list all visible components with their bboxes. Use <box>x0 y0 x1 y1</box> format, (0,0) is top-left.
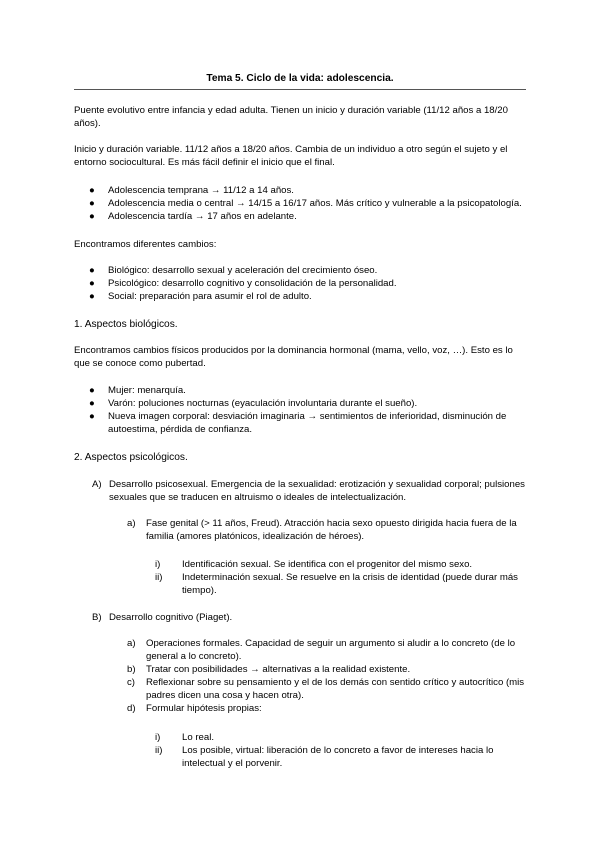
intro-text: Puente evolutivo entre infancia y edad adulta. Tienen un inicio y duración variable (11/12 años a 18/20 años). <box>74 105 508 129</box>
bullet-icon: ● <box>89 398 95 409</box>
list-item: ● Social: preparación para asumir el rol de adulto. <box>89 291 312 302</box>
list-item: d) Formular hipótesis propias: <box>127 703 262 714</box>
list-marker: b) <box>127 664 136 675</box>
section-1-paragraph: Encontramos cambios físicos producidos por la dominancia hormonal (mama, vello, voz, …). Esto es lo que se conoce como pubertad. <box>74 345 513 369</box>
list-item: ii) Los posible, virtual: liberación de lo concreto a favor de intereses hacia lo intelectual y el porvenir. <box>155 745 494 769</box>
title-divider <box>74 89 526 90</box>
list-marker: a) <box>127 638 136 649</box>
list-item: ● Psicológico: desarrollo cognitivo y consolidación de la personalidad. <box>89 278 397 289</box>
list-item: i) Lo real. <box>155 732 214 743</box>
list-marker: A) <box>92 479 102 490</box>
list-item: a) Operaciones formales. Capacidad de seguir un argumento si aludir a lo concreto (de lo general a lo concreto). <box>127 638 516 662</box>
bullet-icon: ● <box>89 211 95 222</box>
list-marker: ii) <box>155 572 163 583</box>
subsection-b-roman-list <box>155 731 526 770</box>
list-item: ● Mujer: menarquía. <box>89 385 186 396</box>
list-marker: ii) <box>155 745 163 756</box>
bullet-icon: ● <box>89 291 95 302</box>
cambios-intro: Encontramos diferentes cambios: <box>74 239 217 250</box>
list-marker: d) <box>127 703 136 714</box>
bullet-icon: ● <box>89 385 95 396</box>
list-item: A) Desarrollo psicosexual. Emergencia de la sexualidad: erotización y sexualidad corporal; pulsiones sexuales que se traducen en altruismo o ideales de intelectualización. <box>92 479 525 503</box>
subsection-a-list <box>127 517 526 543</box>
section-2-list-A <box>92 478 526 504</box>
bullet-icon: ● <box>89 411 95 422</box>
list-marker: i) <box>155 559 161 570</box>
cambios-list <box>89 264 529 303</box>
list-item: B) Desarrollo cognitivo (Piaget). <box>92 612 233 623</box>
section-1-list <box>89 384 529 436</box>
list-item: ● Nueva imagen corporal: desviación imaginaria → sentimientos de inferioridad, disminución de autoestima, pérdida de confianza. <box>89 411 507 435</box>
intro-paragraph <box>74 104 526 130</box>
list-marker: B) <box>92 612 102 623</box>
bullet-icon: ● <box>89 278 95 289</box>
list-item: c) Reflexionar sobre su pensamiento y el de los demás con sentido crítico y autocrítico (mis padres dicen una cosa y hacen otra). <box>127 677 525 701</box>
etapas-list <box>89 184 529 223</box>
list-marker: c) <box>127 677 135 688</box>
section-1-heading: 1. Aspectos biológicos. <box>74 319 178 330</box>
list-item: a) Fase genital (> 11 años, Freud). Atracción hacia sexo opuesto dirigida hacia fuera de la familia (amores platónicos, idealización de héroes). <box>127 518 517 542</box>
section-2-list-B <box>92 611 526 624</box>
list-item: ● Adolescencia tardía → 17 años en adelante. <box>89 211 297 222</box>
list-item: ii) Indeterminación sexual. Se resuelve en la crisis de identidad (puede durar más tiempo). <box>155 572 518 596</box>
list-item: ● Biológico: desarrollo sexual y aceleración del crecimiento óseo. <box>89 265 378 276</box>
list-item: ● Adolescencia temprana → 11/12 a 14 años. <box>89 185 294 196</box>
page-title: Tema 5. Ciclo de la vida: adolescencia. <box>206 73 394 84</box>
list-item: ● Varón: poluciones nocturnas (eyaculación involuntaria durante el sueño). <box>89 398 418 409</box>
subsection-roman-list <box>155 558 526 597</box>
bullet-icon: ● <box>89 198 95 209</box>
list-item: b) Tratar con posibilidades → alternativas a la realidad existente. <box>127 664 411 675</box>
list-marker: a) <box>127 518 136 529</box>
subsection-b-list <box>127 637 526 715</box>
bullet-icon: ● <box>89 265 95 276</box>
bullet-icon: ● <box>89 185 95 196</box>
section-2-heading: 2. Aspectos psicológicos. <box>74 452 188 463</box>
inicio-paragraph <box>74 143 526 169</box>
list-marker: i) <box>155 732 161 743</box>
list-item: i) Identificación sexual. Se identifica con el progenitor del mismo sexo. <box>155 559 473 570</box>
list-item: ● Adolescencia media o central → 14/15 a 16/17 años. Más crítico y vulnerable a la psicopatología. <box>89 198 522 209</box>
inicio-text: Inicio y duración variable. 11/12 años a 18/20 años. Cambia de un individuo a otro según el sujeto y el entorno sociocultural. Es más fácil definir el inicio que el final. <box>74 144 508 168</box>
